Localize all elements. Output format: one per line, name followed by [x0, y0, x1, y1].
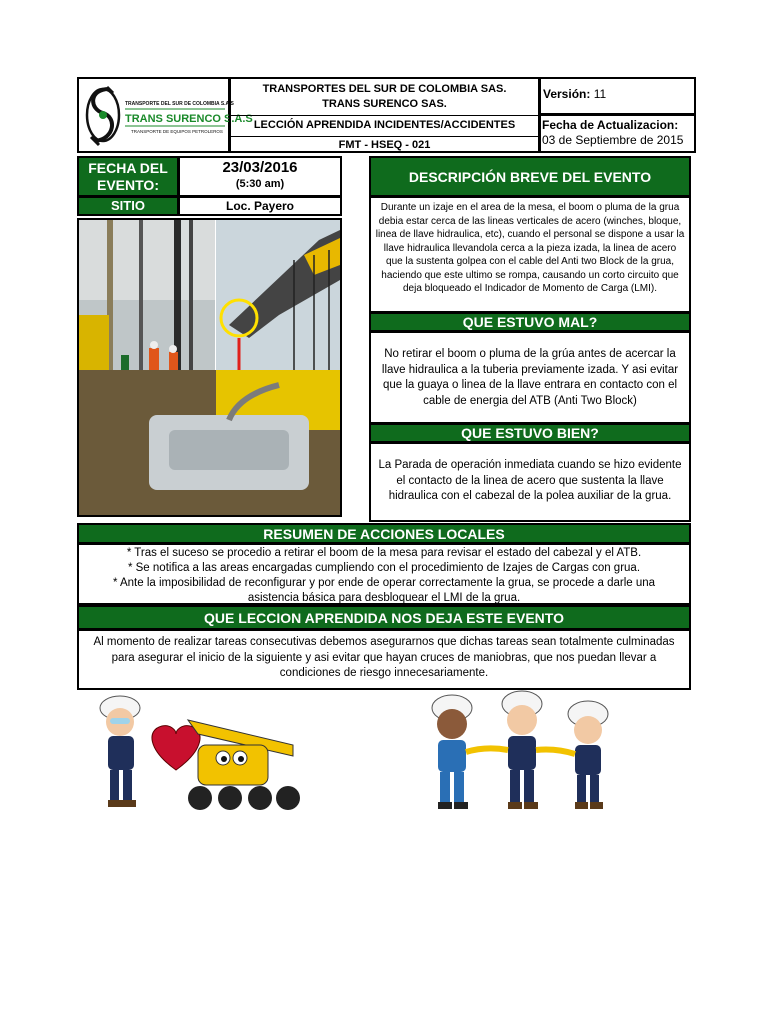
lesson-heading: QUE LECCION APRENDIDA NOS DEJA ESTE EVENTO: [77, 605, 691, 630]
event-date-label: FECHA DEL EVENTO:: [77, 156, 179, 197]
summary-item: * Se notifica a las areas encargadas cumpliendo con el procedimiento de Izajes de Cargas con grua.: [127, 562, 641, 574]
closeup-photo: [79, 370, 340, 515]
lesson-text: Al momento de realizar tareas consecutivas debemos asegurarnos que dichas tareas sean totalmente culminadas para asegurar el inicio de la siguiente y asi evitar que hayan cruces de maniobras, que nos puedan llevar a condiciones de riesgo innecesariamente.: [77, 629, 691, 690]
company-logo: [79, 79, 253, 151]
event-date-value: 23/03/2016: [222, 159, 298, 176]
worker-heart-crane-cartoon: [88, 690, 303, 815]
title-cell: [229, 77, 540, 153]
right-text: La Parada de operación inmediata cuando se hizo evidente el contacto de la linea de acero que sustenta la llave hidraulica con el cabezal de la polea auxiliar de la grua.: [369, 442, 691, 522]
version-label: Versión:: [543, 87, 591, 101]
document-code: FMT - HSEQ - 021: [338, 139, 431, 151]
right-heading: QUE ESTUVO BIEN?: [369, 423, 691, 443]
summary-item: * Tras el suceso se procedio a retirar el boom de la mesa para revisar el estado del cabezal y el ATB.: [126, 547, 642, 559]
version-value: 11: [593, 87, 607, 101]
three-workers-cartoon: [420, 690, 620, 815]
svg-text:TRANS SURENCO S.A.S: TRANS SURENCO S.A.S: [125, 113, 253, 125]
logo-icon: [87, 87, 119, 145]
version-cell: [539, 77, 696, 115]
update-date-cell: [539, 114, 696, 153]
incident-photos: [77, 218, 342, 517]
event-date-cell: [178, 156, 342, 197]
svg-text:TRANSPORTE DE EQUIPOS PETROLER: TRANSPORTE DE EQUIPOS PETROLEROS: [131, 129, 223, 134]
update-value: 03 de Septiembre de 2015: [542, 133, 684, 147]
wrong-text: No retirar el boom o pluma de la grúa antes de acercar la llave hidraulica a la tuberia previamente izada. Y asi evitar que la guaya o linea de la llave entrara en contacto con el cable de energia del ATB (Anti Two Block): [369, 331, 691, 424]
logo-cell: [77, 77, 253, 153]
document-title: LECCIÓN APRENDIDA INCIDENTES/ACCIDENTES: [253, 119, 516, 131]
svg-text:TRANSPORTE DEL SUR DE COLOMBIA: TRANSPORTE DEL SUR DE COLOMBIA S.A.S: [125, 101, 234, 107]
description-heading: DESCRIPCIÓN BREVE DEL EVENTO: [369, 156, 691, 197]
summary-heading: RESUMEN DE ACCIONES LOCALES: [77, 523, 691, 544]
update-label: Fecha de Actualizacion:: [542, 118, 679, 132]
site-label: SITIO: [77, 196, 179, 216]
summary-list: [77, 543, 691, 605]
company-name-2: TRANS SURENCO SAS.: [322, 98, 447, 110]
summary-item: * Ante la imposibilidad de reconfigurar y por ende de operar correctamente la grua, se procede a darle una asistencia básica para desbloquear el LMI de la grua.: [112, 577, 656, 604]
site-value: Loc. Payero: [178, 196, 342, 216]
event-time-value: (5:30 am): [235, 178, 285, 190]
description-text: Durante un izaje en el area de la mesa, el boom o pluma de la grua debia estar cerca de las lineas verticales de acero (winches, bloque, linea de llave hidraulica, etc), cuando el personal se dispone a usar la llave hidraulica llevandola cerca a la pieza izada, la linea de acero que la sustenta golpea con el cable del Anti two Block de la grua, haciendo que este ultimo se rompa, causando un corto circuito que deja bloqueado el Indicador de Momento de Carga (LMI).: [369, 196, 691, 313]
wrong-heading: QUE ESTUVO MAL?: [369, 312, 691, 332]
company-name-1: TRANSPORTES DEL SUR DE COLOMBIA SAS.: [262, 83, 507, 95]
